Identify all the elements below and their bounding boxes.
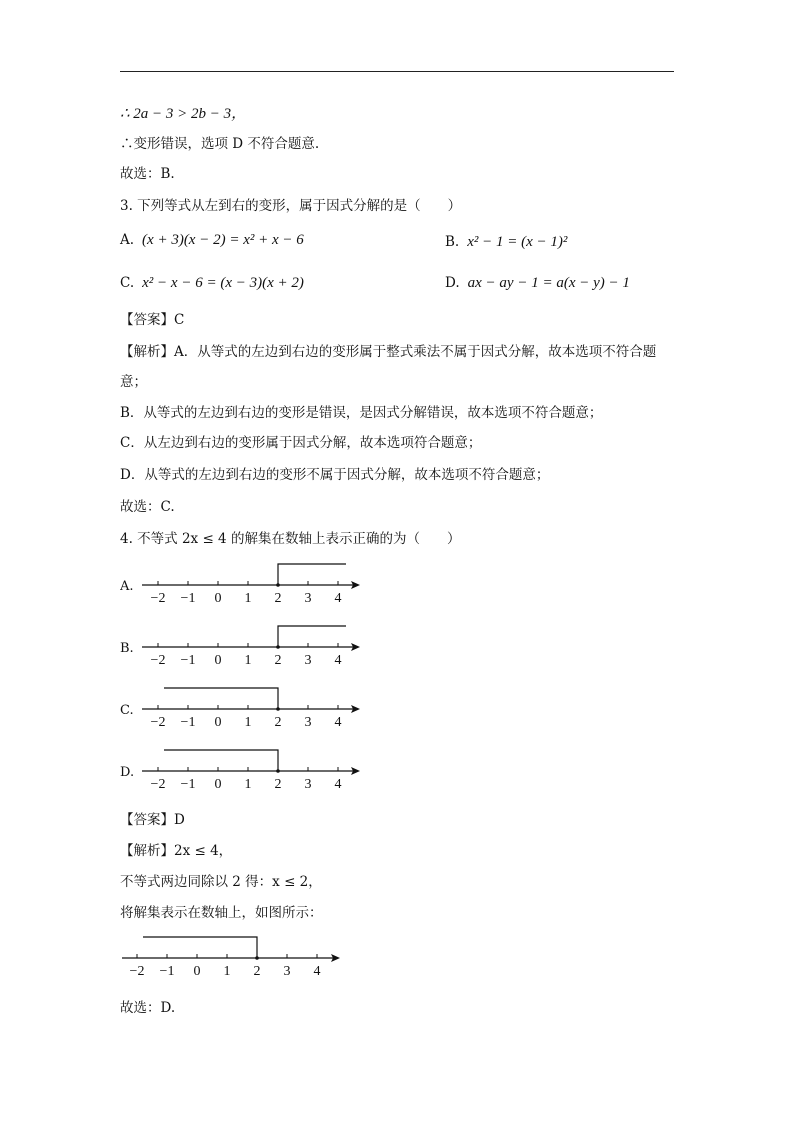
tick-label: −2 — [150, 653, 166, 668]
tick-label: −1 — [180, 653, 196, 668]
option-3b: B. x² − 1 = (x − 1)² — [445, 234, 568, 250]
endpoint-dot — [276, 645, 280, 649]
explanation-3b: B．从等式的左边到右边的变形是错误，是因式分解错误，故本选项不符合题意； — [120, 405, 603, 421]
solution-bracket — [278, 626, 346, 647]
tick-label: 1 — [244, 653, 252, 668]
tick-label: 3 — [304, 653, 312, 668]
tick-label: 3 — [304, 777, 312, 792]
question-3: 3. 下列等式从左到右的变形，属于因式分解的是（ ） — [120, 198, 462, 214]
tick-label: 1 — [244, 715, 252, 730]
tick-label: 3 — [304, 591, 312, 606]
endpoint-dot — [255, 956, 259, 960]
text-line: 故选：B. — [120, 166, 175, 182]
explanation-3a: 【解析】A．从等式的左边到右边的变形属于整式乘法不属于因式分解，故本选项不符合题 — [120, 344, 657, 360]
endpoint-dot — [276, 707, 280, 711]
numberline-b-svg — [120, 619, 380, 669]
numberline-answer — [120, 930, 360, 984]
tick-label: 4 — [313, 964, 321, 979]
text-line: ∴变形错误，选项 D 不符合题意. — [120, 136, 320, 152]
tick-label: 4 — [334, 777, 342, 792]
tick-label: 4 — [334, 715, 342, 730]
tick-label: 4 — [334, 653, 342, 668]
tick-label: −2 — [150, 777, 166, 792]
numberline-option-d — [120, 743, 380, 797]
tick-label: 0 — [214, 777, 222, 792]
numberline-option-b — [120, 619, 380, 673]
tick-label: −2 — [150, 715, 166, 730]
tick-label: −1 — [180, 715, 196, 730]
option-label: B. — [120, 641, 134, 656]
tick-label: 1 — [244, 591, 252, 606]
solution-bracket — [164, 688, 278, 709]
selection-4: 故选：D. — [120, 1000, 176, 1016]
tick-label: 1 — [244, 777, 252, 792]
tick-label: 4 — [334, 591, 342, 606]
numberline-option-a — [120, 557, 380, 611]
tick-label: 2 — [274, 653, 282, 668]
endpoint-dot — [276, 583, 280, 587]
explanation-3a-cont: 意； — [120, 374, 147, 390]
explanation-4: 【解析】2x ≤ 4， — [120, 843, 233, 859]
tick-label: −1 — [180, 777, 196, 792]
endpoint-dot — [276, 769, 280, 773]
numberline-d-svg — [120, 743, 380, 793]
header-rule — [120, 71, 674, 72]
option-label: A. — [120, 579, 134, 594]
tick-label: 0 — [214, 715, 222, 730]
numberline-option-c — [120, 681, 380, 735]
tick-label: 2 — [274, 777, 282, 792]
tick-label: 0 — [214, 653, 222, 668]
solution-bracket — [278, 564, 346, 585]
text-line: ∴ 2a − 3 > 2b − 3， — [120, 106, 247, 122]
option-3a: A. (x + 3)(x − 2) = x² + x − 6 — [120, 232, 304, 248]
tick-label: 2 — [253, 964, 261, 979]
option-label: D. — [120, 765, 135, 780]
explanation-4c: 将解集表示在数轴上，如图所示： — [120, 905, 323, 921]
explanation-3c: C．从左边到右边的变形属于因式分解，故本选项符合题意； — [120, 435, 482, 451]
tick-label: 0 — [214, 591, 222, 606]
selection-3: 故选：C. — [120, 499, 175, 515]
tick-label: −2 — [150, 591, 166, 606]
solution-bracket — [143, 937, 257, 958]
tick-label: −1 — [159, 964, 175, 979]
solution-bracket — [164, 750, 278, 771]
option-3d: D. ax − ay − 1 = a(x − y) − 1 — [445, 275, 630, 291]
tick-label: 1 — [223, 964, 231, 979]
tick-label: 2 — [274, 591, 282, 606]
explanation-3d: D．从等式的左边到右边的变形不属于因式分解，故本选项不符合题意； — [120, 467, 550, 483]
tick-label: 3 — [304, 715, 312, 730]
tick-label: 3 — [283, 964, 291, 979]
answer-4: 【答案】D — [120, 812, 185, 828]
numberline-a-svg — [120, 557, 380, 607]
tick-label: −2 — [129, 964, 145, 979]
option-label: C. — [120, 703, 134, 718]
answer-3: 【答案】C — [120, 312, 185, 328]
numberline-c-svg — [120, 681, 380, 731]
tick-label: 2 — [274, 715, 282, 730]
numberline-answer-svg — [120, 930, 360, 980]
question-4: 4. 不等式 2x ≤ 4 的解集在数轴上表示正确的为（ ） — [120, 531, 461, 547]
explanation-4b: 不等式两边同除以 2 得：x ≤ 2， — [120, 874, 322, 890]
option-3c: C. x² − x − 6 = (x − 3)(x + 2) — [120, 275, 304, 291]
tick-label: −1 — [180, 591, 196, 606]
tick-label: 0 — [193, 964, 201, 979]
